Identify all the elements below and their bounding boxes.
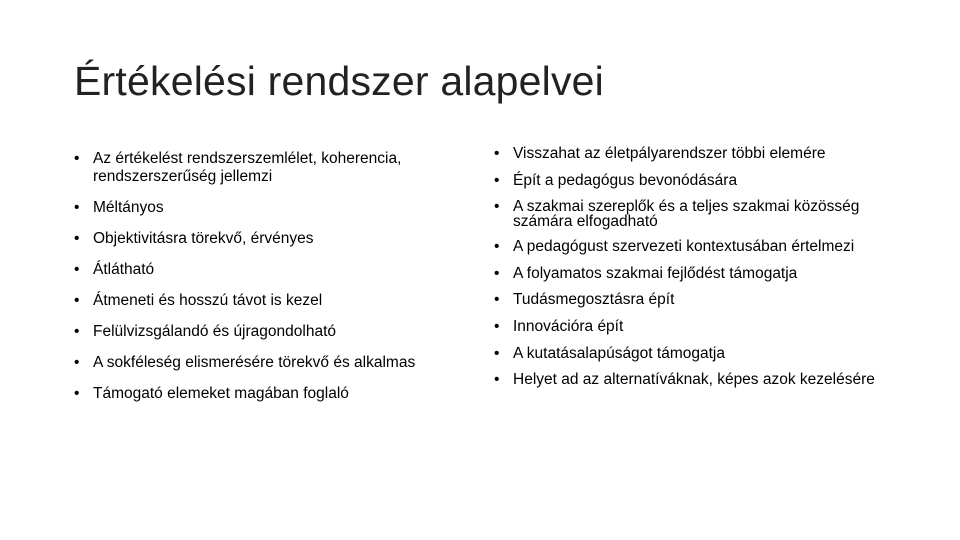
list-item-text: Méltányos: [93, 199, 164, 216]
list-item: [494, 265, 904, 282]
list-item: [74, 230, 474, 248]
list-item: [74, 354, 474, 372]
list-item: [74, 385, 474, 403]
list-item: [494, 239, 904, 255]
bullet-icon: •: [74, 230, 80, 247]
bullet-icon: •: [494, 291, 500, 309]
bullet-icon: •: [74, 292, 80, 309]
bullet-icon: •: [74, 323, 80, 340]
bullet-icon: •: [494, 145, 500, 162]
list-item-text: A folyamatos szakmai fejlődést támogatja: [513, 264, 798, 282]
list-item-text: Támogató elemeket magában foglaló: [93, 385, 349, 402]
list-item: [74, 199, 474, 217]
bullet-icon: •: [74, 150, 80, 167]
list-item: [74, 323, 474, 341]
list-item-text: A sokféleség elismerésére törekvő és alkalmas: [93, 354, 416, 371]
bullet-icon: •: [494, 238, 500, 256]
bullet-icon: •: [74, 199, 80, 216]
bullet-icon: •: [494, 197, 500, 215]
bullet-icon: •: [494, 171, 500, 189]
list-item-text: Visszahat az életpályarendszer többi elemére: [513, 145, 826, 162]
list-item: [494, 145, 904, 162]
slide-title: Értékelési rendszer alapelvei: [74, 58, 604, 104]
list-item-text: Objektivitásra törekvő, érvényes: [93, 230, 314, 247]
list-item-text: Innovációra épít: [513, 318, 624, 336]
list-item-text: Átmeneti és hosszú távot is kezel: [93, 292, 323, 309]
list-item: [494, 199, 904, 230]
bullet-icon: •: [494, 370, 500, 388]
list-item-text: Tudásmegosztásra épít: [513, 291, 675, 309]
bullet-icon: •: [494, 264, 500, 282]
bullet-icon: •: [74, 385, 80, 402]
left-bullet-list: [74, 150, 474, 403]
list-item-text: Épít a pedagógus bevonódására: [513, 171, 738, 189]
list-item-text: A pedagógust szervezeti kontextusában értelmezi: [513, 238, 855, 256]
list-item: [494, 291, 904, 308]
list-item: [74, 292, 474, 310]
list-item: [494, 318, 904, 335]
bullet-icon: •: [494, 318, 500, 336]
bullet-icon: •: [494, 345, 500, 363]
list-item-text: Felülvizsgálandó és újragondolható: [93, 323, 336, 340]
list-item: [74, 261, 474, 279]
list-item-text: Az értékelést rendszerszemlélet, koherencia, rendszerszerűség jellemzi: [93, 150, 402, 185]
bullet-icon: •: [74, 354, 80, 371]
list-item-text: Átlátható: [93, 261, 155, 278]
list-item: [494, 345, 904, 362]
right-bullet-list: [494, 145, 904, 387]
list-item: [74, 150, 474, 186]
list-item-text: A szakmai szereplők és a teljes szakmai közösség számára elfogadható: [513, 197, 860, 231]
list-item: [494, 172, 904, 189]
list-item: [494, 372, 904, 388]
bullet-icon: •: [74, 261, 80, 278]
list-item-text: Helyet ad az alternatíváknak, képes azok kezelésére: [513, 370, 875, 388]
list-item-text: A kutatásalapúságot támogatja: [513, 345, 725, 363]
